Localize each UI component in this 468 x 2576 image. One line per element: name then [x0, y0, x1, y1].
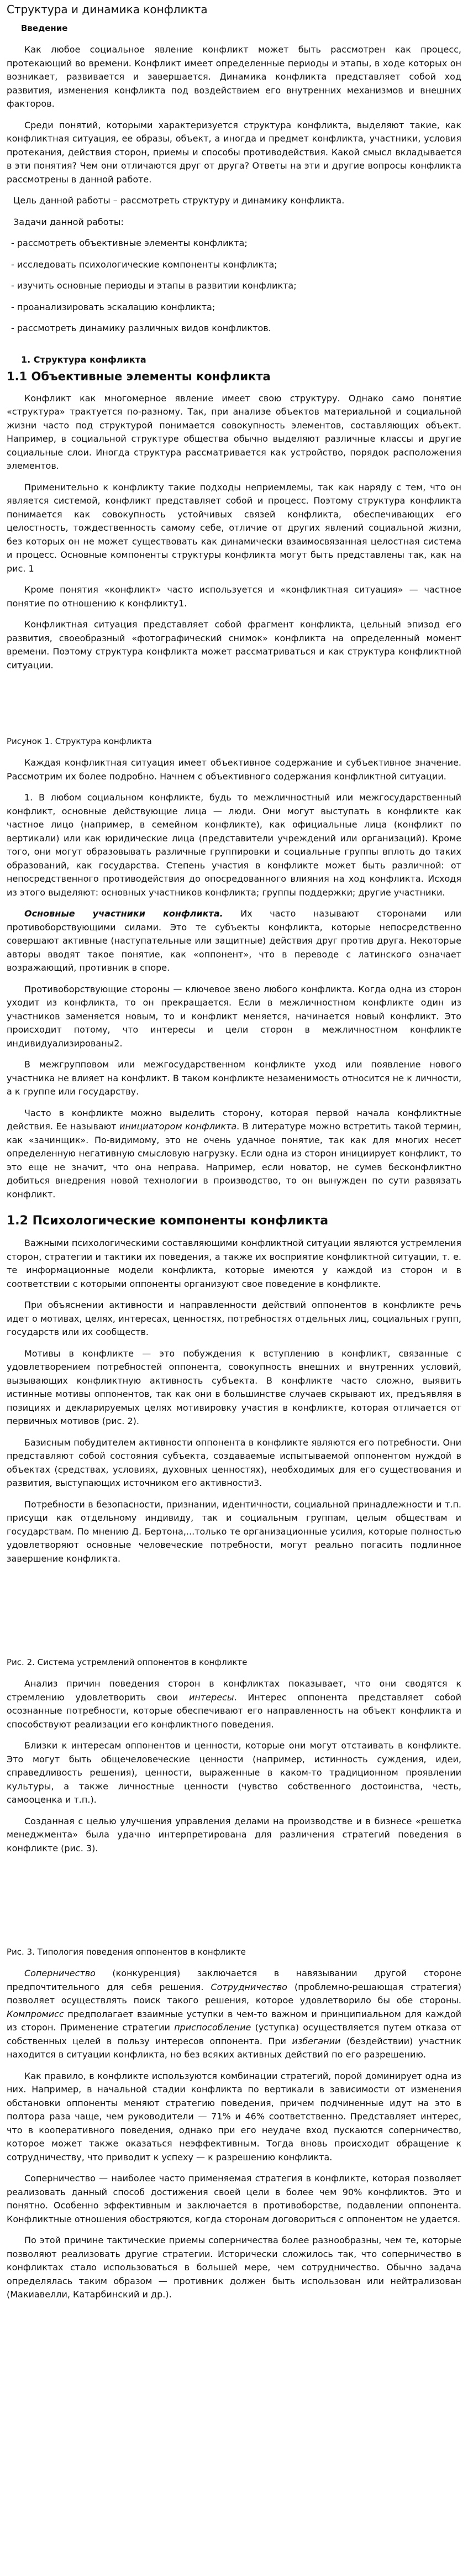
tasks-label: Задачи данной работы:	[13, 216, 124, 227]
text-run: Анализ причин поведения сторон в конфликтах показывает, что они сводятся к стремлению удовлетворить свои	[7, 1678, 461, 1703]
paragraph: По этой причине тактические приемы соперничества более разнообразны, чем те, которые позволяют реализовать другие стратегии. Исторически сложилось так, что соперничество в конфликтах стало использоваться в большей мере, чем сотрудничество. Обычно задача определялась таким образом — противник должен быть использован или нейтрализован (Макиавелли, Катарбинский и др.).	[7, 2235, 461, 2300]
paragraph: Созданная с целью улучшения управления делами на производстве и в бизнесе «решетка менеджмента» была удачно интерпретирована для различения стратегий поведения в конфликте (рис. 3).	[7, 1815, 461, 1854]
paragraph: Кроме понятия «конфликт» часто используется и «конфликтная ситуация» — частное понятие по отношению к конфликту1.	[7, 584, 461, 609]
paragraph: Потребности в безопасности, признании, идентичности, социальной принадлежности и т.п. присущи как отдельному индивиду, так и социальным группам, целым обществам и государствам. По мнению Д. Бертона,...только те организационные усилия, которые полностью удовлетворяют основные человеческие потребности, могут реально погасить подлинное завершение конфликта.	[7, 1499, 461, 1564]
section-1-2-paragraphs-part-3	[7, 1967, 461, 2302]
section-1-1-heading: 1.1 Объективные элементы конфликта	[7, 369, 271, 383]
emphasized-text: инициатором конфликта	[119, 1121, 237, 1132]
figure-2-area	[7, 1573, 461, 1656]
text-run: . В литературе можно встретить такой термин, как «зачинщик». По-видимому, это не очень удачное понятие, так как для многих несет определенную негативную смысловую нагрузку. Если одна из сторон инициирует конфликт, то это еще не значит, что она неправа. Например, если новатор, не сумев бесконфликтно добиться внедрения новой технологии в производство, то он вынужден по сути развязать конфликт.	[7, 1121, 461, 1200]
paragraph: Мотивы в конфликте — это побуждения к вступлению в конфликт, связанные с удовлетворением потребностей оппонента, совокупность внешних и внутренних условий, вызывающих конфликтную активность субъекта. В конфликте часто сложно, выявить истинные мотивы оппонентов, так как они в большинстве случаев скрывают их, предъявляя в позициях и декларируемых целях мотивировку участия в конфликте, которая отличается от первичных мотивов (рис. 2).	[7, 1348, 461, 1426]
task-item: - рассмотреть объективные элементы конфликта;	[11, 238, 248, 248]
emphasized-text: Компромисс	[7, 2008, 64, 2019]
paragraph: Противоборствующие стороны — ключевое звено любого конфликта. Когда одна из сторон уходит из конфликта, то он прекращается. Если в межличностном конфликте один из участников заменяется новым, то и конфликт меняется, начинается новый конфликт. Это происходит потому, что интересы и цели сторон в межличностном конфликте индивидуализированы2.	[7, 983, 461, 1049]
document-title: Структура и динамика конфликта	[7, 3, 208, 16]
text-run: (конкуренция) заключается в навязывании другой стороне предпочтительного для себя решения.	[7, 1968, 461, 1992]
text-run: . Интерес оппонента представляет собой осознанные потребности, которые обеспечивают его направленность на объект конфликта и способствуют реализации его конфликтного поведения.	[7, 1692, 461, 1730]
paragraph: Как любое социальное явление конфликт может быть рассмотрен как процесс, протекающий во времени. Конфликт имеет определенные периоды и этапы, в ходе которых он возникает, развивается и завершается. Динамика конфликта представляет собой ход развития, изменения конфликта под воздействием его внутренних механизмов и внешних факторов.	[7, 44, 461, 109]
paragraph: Конфликт как многомерное явление имеет свою структуру. Однако само понятие «структура» трактуется по-разному. Так, при анализе объектов материальной и социальной жизни часто под структурой понимается совокупность элементов, составляющих объект. Например, в социальной структуре общества обычно выделяют различные классы и другие социальные слои. Иногда структура рассматривается как устройство, порядок расположения элементов.	[7, 392, 461, 471]
paragraph: Среди понятий, которыми характеризуется структура конфликта, выделяют такие, как конфликтная ситуация, ее образы, объект, а иногда и предмет конфликта, участники, условия протекания, действия сторон, приемы и способы противодействия. Какой смысл вкладывается в эти понятия? Чем они отличаются друг от друга? Ответы на эти и другие вопросы конфликта рассмотрены в данной работе.	[7, 119, 461, 185]
paragraph: При объяснении активности и направленности действий оппонентов в конфликте речь идет о мотивах, целях, интересах, ценностях, потребностях отдельных лиц, социальных групп, государств или их сообществ.	[7, 1300, 461, 1337]
paragraph	[7, 1107, 461, 1202]
task-item: - проанализировать эскалацию конфликта;	[11, 301, 215, 312]
tasks-list	[7, 237, 461, 336]
text-run: предполагает взаимные уступки в чем-то важном и принципиальном для каждой из сторон. Применение стратегии	[7, 2008, 461, 2033]
text-run: (бездействии) участник находится в ситуации конфликта, но без всяких активных действий по его разрешению.	[7, 2035, 461, 2060]
paragraph	[7, 907, 461, 975]
intro-paragraphs	[7, 43, 461, 186]
paragraph: Каждая конфликтная ситуация имеет объективное содержание и субъективное значение. Рассмотрим их более подробно. Начнем с объективного содержания конфликтной ситуации.	[7, 757, 461, 782]
section-1-2-heading: 1.2 Психологические компоненты конфликта	[7, 1214, 329, 1228]
text-run: Их часто называют сторонами или противоборствующими силами. Это те субъекты конфликта, которые непосредственно совершают активные (наступательные или защитные) действия друг против друга. Некоторые авторы вводят такое понятие, как «оппонент», что в переводе с латинского означает возражающий, противник в споре.	[7, 908, 462, 973]
section-1-1-paragraphs-after-figure	[7, 756, 461, 1201]
intro-heading: Введение	[21, 23, 68, 33]
paragraph: Важными психологическими составляющими конфликтной ситуации являются устремления сторон, стратегии и тактики их поведения, а также их восприятие конфликтной ситуации, т. е. те информационные модели конфликта, которые имеются у каждой из сторон и в соответствии с которыми оппоненты организуют свое поведение в конфликте.	[7, 1238, 461, 1289]
paragraph: Конфликтная ситуация представляет собой фрагмент конфликта, цельный эпизод его развития, своеобразный «фотографический снимок» конфликта на определенный момент времени. Поэтому структура конфликта может рассматриваться и как структура конфликтной ситуации.	[7, 619, 461, 671]
task-item: - исследовать психологические компоненты конфликта;	[11, 259, 277, 270]
figure-1-area	[7, 680, 461, 735]
section-1-heading: 1. Структура конфликта	[21, 354, 146, 365]
emphasized-text: Соперничество	[24, 1968, 96, 1978]
section-1-1-paragraphs-before-figure	[7, 392, 461, 673]
text-run: Часто в конфликте можно выделить сторону, которая первой начала конфликтные действия. Ее называют	[7, 1107, 461, 1132]
paragraph: Как правило, в конфликте используются комбинации стратегий, порой доминирует одна из них. Например, в начальной стадии конфликта по вертикали в зависимости от изменения обстановки оппоненты меняют стратегию поведения, причем подчиненные идут на это в полтора раза чаще, чем руководители — 71% и 46% соответственно. Представляет интерес, что в кооперативного поведения, однако при его неудаче вход пускаются соперничество, которое может также оказаться неэффективным. Тогда вновь происходит обращение к сотрудничеству, что приводит к успеху — к разрешению конфликта.	[7, 2070, 461, 2163]
task-item: - рассмотреть динамику различных видов конфликтов.	[11, 323, 271, 333]
paragraph: В межгрупповом или межгосударственном конфликте уход или появление нового участника не влияет на конфликт. В таком конфликте незаменимость относится не к личности, а к группе или государству.	[7, 1059, 461, 1097]
emphasized-text: интересы	[189, 1692, 234, 1703]
paragraph: Близки к интересам оппонентов и ценности, которые они могут отстаивать в конфликте. Это могут быть общечеловеческие ценности (например, истинность суждения, идеи, справедливость решения), ценности, выраженные в каком-то традиционном проявлении культуры, а также личностные ценности (чувство собственного достоинства, честь, самооценка и т.п.).	[7, 1740, 461, 1805]
emphasized-text: приспособление	[174, 2022, 251, 2033]
paragraph: Базисным побудителем активности оппонента в конфликте являются его потребности. Они представляют собой состояния субъекта, создаваемые испытываемой оппонентом нуждой в объектах (средствах, условиях, духовных ценностях), необходимых для его существования и развития, выступающих источником его активности3.	[7, 1437, 461, 1488]
figure-2-caption: Рис. 2. Система устремлений оппонентов в конфликте	[7, 1657, 248, 1667]
emphasized-text: избегании	[292, 2035, 341, 2046]
text-run: (проблемно-решающая стратегия) позволяет осуществлять поиск такого решения, которое удовлетворило бы обе стороны.	[7, 1981, 461, 2006]
section-1-2-paragraphs-part-1	[7, 1237, 461, 1566]
paragraph	[7, 1967, 461, 2062]
paragraph: Применительно к конфликту такие подходы неприемлемы, так как наряду с тем, что он является системой, конфликт представляет собой и процесс. Поэтому структура конфликта понимается как совокупность устойчивых связей конфликта, обеспечивающих его целостность, тождественность самому себе, отличие от других явлений социальной жизни, без которых он не может существовать как динамически взаимосвязанная целостная система и процесс. Основные компоненты структуры конфликта могут быть представлены так, как на рис. 1	[7, 481, 461, 574]
goal-statement: Цель данной работы – рассмотреть структуру и динамику конфликта.	[13, 195, 345, 206]
emphasized-text: Основные участники конфликта.	[24, 908, 223, 919]
section-1-2-paragraphs-part-2	[7, 1677, 461, 1855]
task-item: - изучить основные периоды и этапы в развитии конфликта;	[11, 280, 297, 291]
paragraph	[7, 1677, 461, 1731]
text-run: (уступка) осуществляется путем отказа от собственных целей в пользу интересов оппонента. При	[7, 2022, 462, 2046]
figure-3-area	[7, 1863, 461, 1946]
paragraph: Соперничество — наиболее часто применяемая стратегия в конфликте, которая позволяет реализовать данный способ достижения своей цели в более чем 90% конфликтов. Это и понятно. Особенно эффективным и заключается в противоборстве, подавлении оппонента. Конфликтные отношения обостряются, когда сторонам договориться с оппонентом не удается.	[7, 2173, 461, 2224]
emphasized-text: Сотрудничество	[211, 1981, 287, 1992]
paragraph: 1. В любом социальном конфликте, будь то межличностный или межгосударственный конфликт, основные действующие лица — люди. Они могут выступать в конфликте как частное лицо (например, в семейном конфликте), как официальные лица (конфликт по вертикали) или как юридические лица (представители учреждений или организаций). Кроме того, они могут образовывать различные группировки и социальные группы вплоть до таких образований, как государства. Степень участия в конфликте может быть различной: от непосредственного противодействия до опосредованного влияния на ход конфликта. Исходя из этого выделяют: основных участников конфликта; группы поддержки; другие участники.	[7, 792, 461, 898]
figure-3-caption: Рис. 3. Типология поведения оппонентов в конфликте	[7, 1947, 246, 1957]
figure-1-caption: Рисунок 1. Структура конфликта	[7, 736, 152, 746]
